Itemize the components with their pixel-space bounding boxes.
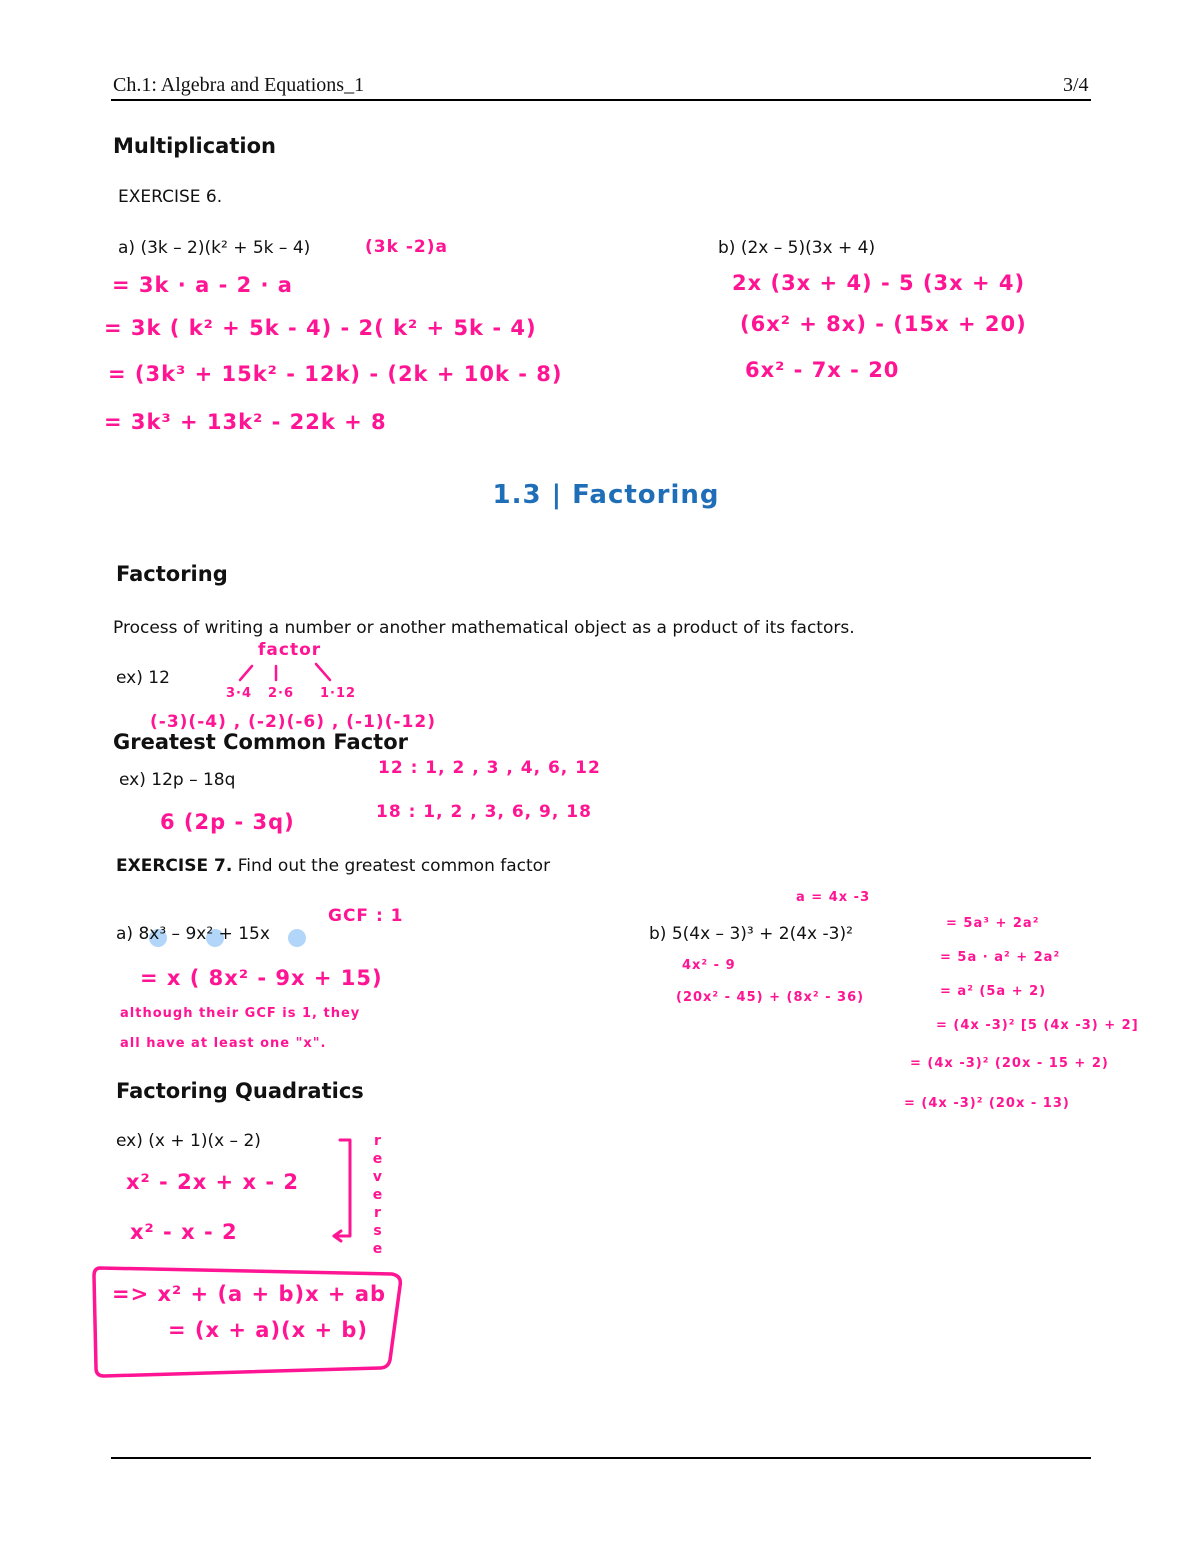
reverse-bracket: [334, 1140, 350, 1236]
exercise-7-instruction: Find out the greatest common factor: [237, 856, 551, 876]
gcf-example: ex) 12p – 18q: [119, 770, 236, 790]
handwritten-7a-note-1: although their GCF is 1, they: [120, 1006, 361, 1021]
handwritten-7b-step4: = (4x -3)² [5 (4x -3) + 2]: [936, 1018, 1139, 1033]
reverse-letter: r: [374, 1205, 382, 1221]
handwritten-factor-negatives: (-3)(-4) , (-2)(-6) , (-1)(-12): [150, 712, 436, 732]
handwritten-7a-gcf: GCF : 1: [328, 906, 404, 926]
exercise-6a-problem: a) (3k – 2)(k² + 5k – 4): [118, 238, 311, 258]
handwritten-factors-18: 18 : 1, 2 , 3, 6, 9, 18: [376, 802, 592, 822]
handwritten-6b-answer: 6x² - 7x - 20: [745, 358, 900, 382]
handwritten-boxed-formula-1: => x² + (a + b)x + ab: [112, 1282, 387, 1306]
handwritten-6a-answer: = 3k³ + 13k² - 22k + 8: [104, 410, 387, 434]
page-header-title: Ch.1: Algebra and Equations_1: [113, 74, 365, 96]
exercise-6b-problem: b) (2x – 5)(3x + 4): [718, 238, 876, 258]
handwritten-6a-step1: = 3k · a - 2 · a: [112, 273, 293, 297]
factoring-example: ex) 12: [116, 668, 170, 688]
quadratics-example: ex) (x + 1)(x – 2): [116, 1131, 261, 1151]
exercise-7b-problem: b) 5(4x – 3)³ + 2(4x -3)²: [649, 924, 853, 944]
handwritten-7b-step1: = 5a³ + 2a²: [946, 916, 1040, 931]
handwritten-7b-step2: = 5a · a² + 2a²: [940, 950, 1061, 965]
handwritten-boxed-formula-2: = (x + a)(x + b): [168, 1318, 369, 1342]
handwritten-factors-12: 12 : 1, 2 , 3 , 4, 6, 12: [378, 758, 601, 778]
handwritten-factor-pair-1: 3·4: [226, 686, 253, 701]
handwritten-7b-left-2: (20x² - 45) + (8x² - 36): [676, 990, 865, 1005]
handwritten-6a-substitution: (3k -2)a: [365, 237, 448, 257]
handwritten-7b-step3: = a² (5a + 2): [940, 984, 1047, 999]
reverse-letter: e: [372, 1241, 384, 1257]
factoring-heading: Factoring: [116, 562, 228, 586]
reverse-letter: v: [372, 1169, 384, 1185]
reverse-letter: e: [372, 1187, 384, 1203]
handwritten-factor-label: factor: [258, 640, 322, 660]
exercise-6-label: EXERCISE 6.: [118, 187, 223, 207]
footer-rule: [111, 1457, 1091, 1459]
handwritten-6b-step1: 2x (3x + 4) - 5 (3x + 4): [732, 271, 1026, 295]
handwritten-gcf-answer: 6 (2p - 3q): [160, 810, 295, 834]
multiplication-heading: Multiplication: [113, 134, 276, 158]
handwritten-factor-pair-3: 1·12: [320, 686, 357, 701]
exercise-7-label: EXERCISE 7.: [116, 856, 233, 876]
factor-tree-line: [316, 664, 330, 680]
handwritten-quad-step1: x² - 2x + x - 2: [126, 1170, 299, 1194]
handwritten-7a-factored: = x ( 8x² - 9x + 15): [140, 966, 383, 990]
handwritten-7b-substitution: a = 4x -3: [796, 890, 871, 905]
factoring-definition: Process of writing a number or another mathematical object as a product of its factors.: [113, 618, 855, 638]
handwritten-7b-left-1: 4x² - 9: [682, 958, 736, 973]
handwritten-6a-step3: = (3k³ + 15k² - 12k) - (2k + 10k - 8): [108, 362, 563, 386]
gcf-heading: Greatest Common Factor: [113, 730, 408, 754]
formula-box: [94, 1268, 400, 1376]
quadratics-heading: Factoring Quadratics: [116, 1079, 364, 1103]
factor-tree-line: [240, 666, 252, 680]
handwritten-quad-step2: x² - x - 2: [130, 1220, 238, 1244]
reverse-letter: r: [374, 1133, 382, 1149]
exercise-7a-problem: a) 8x³ – 9x² + 15x: [116, 924, 270, 944]
handwritten-7b-answer: = (4x -3)² (20x - 13): [904, 1096, 1070, 1111]
handwritten-7a-note-2: all have at least one "x".: [120, 1036, 327, 1051]
page-number: 3/4: [1063, 74, 1089, 96]
handwritten-7b-step5: = (4x -3)² (20x - 15 + 2): [910, 1056, 1109, 1071]
reverse-letter: e: [372, 1151, 384, 1167]
handwritten-6a-step2: = 3k ( k² + 5k - 4) - 2( k² + 5k - 4): [104, 316, 537, 340]
handwritten-6b-step2: (6x² + 8x) - (15x + 20): [740, 312, 1027, 336]
reverse-letter: s: [373, 1223, 383, 1239]
handwritten-factor-pair-2: 2·6: [268, 686, 295, 701]
section-title: 1.3 | Factoring: [492, 480, 720, 510]
